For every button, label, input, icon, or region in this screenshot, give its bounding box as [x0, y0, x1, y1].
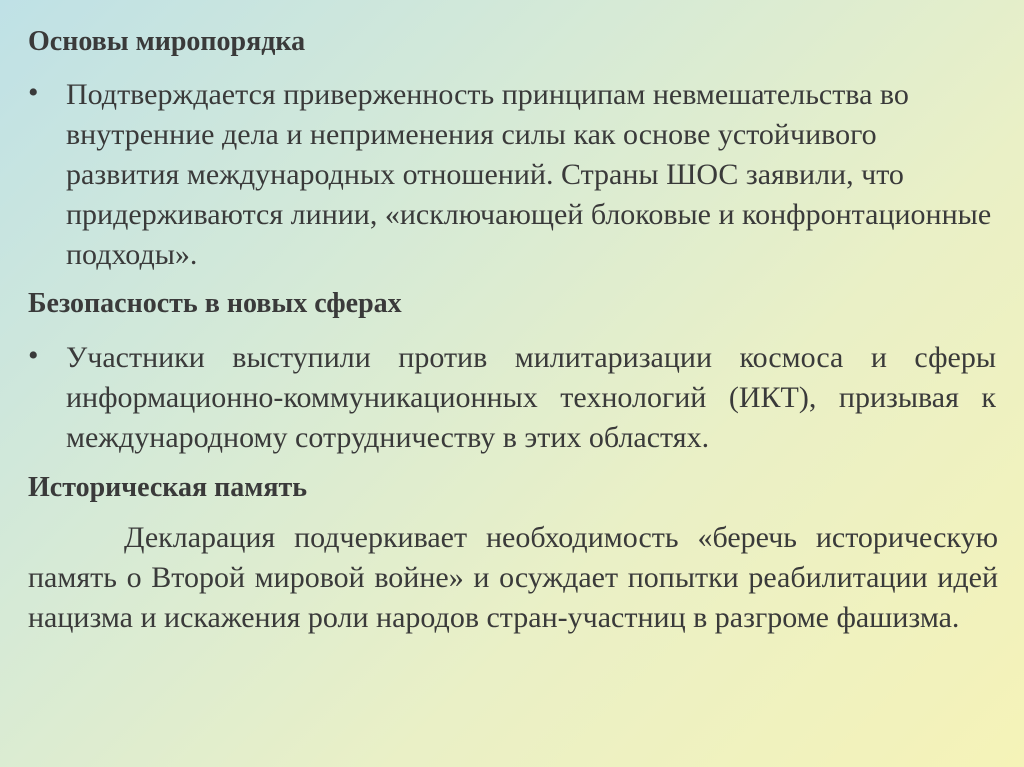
bullet-marker: •	[28, 76, 39, 109]
section-heading-new-security: Безопасность в новых сферах	[28, 288, 402, 319]
paragraph-historical-memory: Декларация подчеркивает необходимость «беречь историческую память о Второй мировой войне» и осуждает попытки реабилитации идей нацизма и искажения роли народов стран-участниц в разгроме фашизма.	[28, 521, 998, 634]
section-heading-historical-memory: Историческая память	[28, 472, 308, 503]
paragraph-new-security: Участники выступили против милитаризации космоса и сферы информационно-коммуникационных технологий (ИКТ), призывая к международному сотрудничеству в этих областях.	[66, 341, 996, 454]
paragraph-world-order: Подтверждается приверженность принципам невмешательства во внутренние дела и неприменения силы как основе устойчивого развития международных отношений. Страны ШОС заявили, что придерживаются линии, «исключающей блоковые и конфронтационные подходы».	[66, 78, 992, 271]
section-heading-world-order: Основы миропорядка	[28, 26, 306, 57]
bullet-marker: •	[28, 339, 39, 372]
